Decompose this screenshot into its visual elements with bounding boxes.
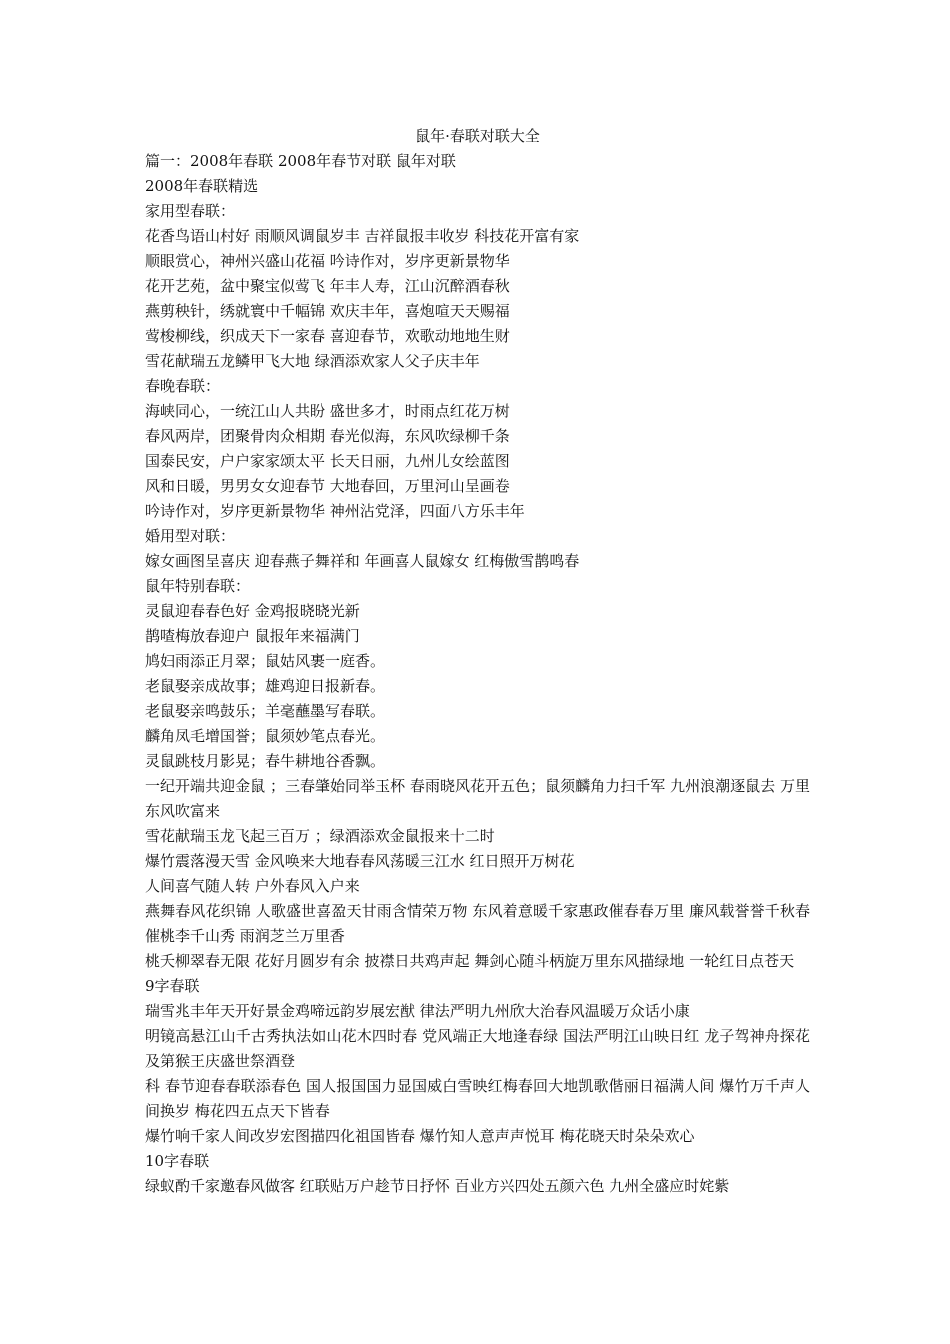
document-body	[145, 149, 810, 1199]
document-line: 灵鼠跳枝月影晃；春牛耕地谷香飘。	[145, 752, 386, 770]
document-line: 婚用型对联：	[145, 527, 236, 545]
document-line: 吟诗作对，岁序更新景物华 神州沾党泽，四面八方乐丰年	[145, 502, 525, 520]
document-line: 绿蚁酌千家邀春风做客 红联贴万户趁节日抒怀 百业方兴四处五颜六色 九州全盛应时姹紫	[145, 1177, 730, 1195]
document-line: 雪花献瑞五龙鳞甲飞大地 绿酒添欢家人父子庆丰年	[145, 352, 480, 370]
document-line: 爆竹震落漫天雪 金风唤来大地春春风荡暖三江水 红日照开万树花	[145, 852, 575, 870]
document-page	[145, 124, 810, 1199]
document-line: 老鼠娶亲鸣鼓乐；羊毫蘸墨写春联。	[145, 702, 386, 720]
document-line: 燕舞春风花织锦 人歌盛世喜盈天甘雨含情荣万物 东风着意暖千家惠政催春春万里 廉风载誉誉千秋春催桃李千山秀 雨润芝兰万里香	[145, 902, 810, 945]
document-line: 10字春联	[145, 1152, 210, 1170]
document-line: 燕剪秧针，绣就寰中千幅锦 欢庆丰年，喜炮喧天天赐福	[145, 302, 510, 320]
document-line: 麟角凤毛增国誉；鼠须妙笔点春光。	[145, 727, 386, 745]
document-line: 一纪开端共迎金鼠 ；三春肇始同举玉杯 春雨晓风花开五色；鼠须麟角力扫千军 九州浪潮逐鼠去 万里东风吹富来	[145, 777, 810, 820]
document-line: 科 春节迎春春联添春色 国人报国国力显国威白雪映红梅春回大地凯歌偕丽日福满人间 爆竹万千声人间换岁 梅花四五点天下皆春	[145, 1077, 810, 1120]
document-line: 桃夭柳翠春无限 花好月圆岁有余 披襟日共鸡声起 舞剑心随斗柄旋万里东风描绿地 一轮红日点苍天	[145, 952, 795, 970]
document-line: 鸠妇雨添正月翠；鼠姑风裹一庭香。	[145, 652, 386, 670]
document-line: 雪花献瑞玉龙飞起三百万 ；绿酒添欢金鼠报来十二时	[145, 827, 495, 845]
document-line: 爆竹响千家人间改岁宏图描四化祖国皆春 爆竹知人意声声悦耳 梅花晓天时朵朵欢心	[145, 1127, 695, 1145]
document-line: 花开艺苑，盆中聚宝似莺飞 年丰人寿，江山沉醉酒春秋	[145, 277, 510, 295]
document-line: 2008年春联精选	[145, 177, 259, 195]
document-line: 家用型春联：	[145, 202, 236, 220]
document-line: 春风两岸，团聚骨肉众相期 春光似海，东风吹绿柳千条	[145, 427, 510, 445]
document-line: 花香鸟语山村好 雨顺风调鼠岁丰 吉祥鼠报丰收岁 科技花开富有家	[145, 227, 580, 245]
document-line: 灵鼠迎春春色好 金鸡报晓晓光新	[145, 602, 360, 620]
document-line: 明镜高悬江山千古秀执法如山花木四时春 党风端正大地逢春绿 国法严明江山映日红 龙子驾神舟探花及第猴王庆盛世祭酒登	[145, 1027, 810, 1070]
document-line: 瑞雪兆丰年天开好景金鸡啼远韵岁展宏猷 律法严明九州欣大治春风温暖万众话小康	[145, 1002, 690, 1020]
document-line: 顺眼赏心，神州兴盛山花福 吟诗作对，岁序更新景物华	[145, 252, 510, 270]
document-line: 老鼠娶亲成故事；雄鸡迎日报新春。	[145, 677, 386, 695]
document-line: 篇一：2008年春联 2008年春节对联 鼠年对联	[145, 152, 456, 170]
document-line: 国泰民安，户户家家颂太平 长天日丽，九州儿女绘蓝图	[145, 452, 510, 470]
document-line: 海峡同心，一统江山人共盼 盛世多才，时雨点红花万树	[145, 402, 510, 420]
document-line: 嫁女画图呈喜庆 迎春燕子舞祥和 年画喜人鼠嫁女 红梅傲雪鹊鸣春	[145, 552, 580, 570]
document-line: 春晚春联：	[145, 377, 221, 395]
document-title: 鼠年·春联对联大全	[415, 127, 540, 145]
document-line: 鹊喳梅放春迎户 鼠报年来福满门	[145, 627, 360, 645]
document-line: 9字春联	[145, 977, 200, 995]
document-line: 莺梭柳线，织成天下一家春 喜迎春节，欢歌动地地生财	[145, 327, 510, 345]
document-line: 鼠年特别春联：	[145, 577, 251, 595]
document-line: 人间喜气随人转 户外春风入户来	[145, 877, 360, 895]
document-line: 风和日暖，男男女女迎春节 大地春回，万里河山呈画卷	[145, 477, 510, 495]
